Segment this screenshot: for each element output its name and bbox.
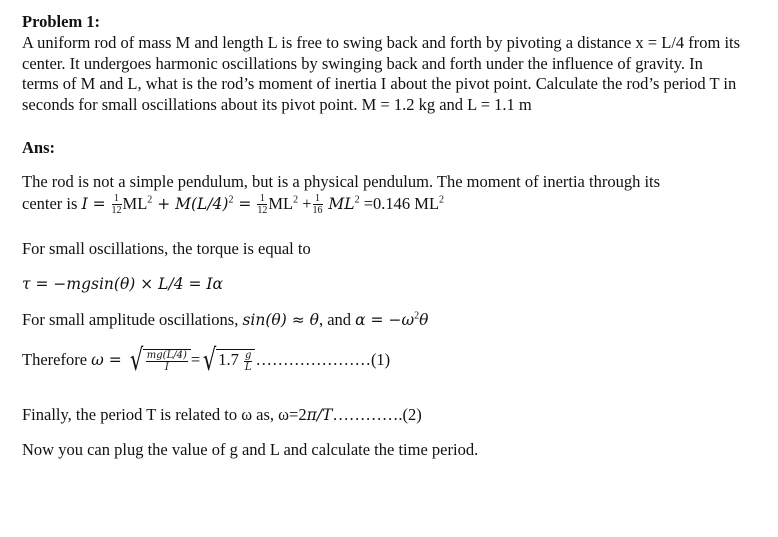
- inertia-line-1: The rod is not a simple pendulum, but is a physical pendulum. The moment of inertia through its: [22, 172, 661, 191]
- fraction-one-twelfth-b: $\frac{1}{12}$: [257, 193, 268, 217]
- inertia-line-2: center is I = $\frac{1}{12}$ $ML^2 + M(L/4)^2$ = $\frac{1}{12}$ $ML^2$ + $\frac{1}{16}$ $ML^2 =0.146$ $ML^2$: [22, 193, 445, 217]
- problem-heading: Problem 1:: [22, 12, 101, 31]
- equation-number-2: ………….(2): [332, 405, 422, 424]
- final-instruction: Now you can plug the value of g and L and calculate the time period.: [22, 440, 479, 459]
- square-root-1: √ $\frac{mg(L/4)}{I}$: [127, 346, 191, 376]
- problem-statement: A uniform rod of mass M and length L is free to swing back and forth by pivoting a distance x = L/4 from its center. It undergoes harmonic oscillations by swinging back and forth under the influence of gravity. In terms of M and L, what is the rod’s moment of inertia I about the pivot point. Calculate the rod’s period T in seconds for small oscillations about its pivot point. M = 1.2 kg and L = 1.1 m: [22, 33, 741, 114]
- omega-equation: Therefore ω = √ $\frac{mg(L/4)}{I}$ =√ 1.7 $\frac{g}{L}$ …………………(1): [22, 343, 391, 378]
- equation-number-1: …………………(1): [255, 349, 391, 369]
- torque-intro: For small oscillations, the torque is equal to: [22, 239, 311, 258]
- angular-acceleration: α = −ω: [355, 311, 415, 329]
- small-angle-approx: sin(θ) ≈ θ: [242, 311, 319, 329]
- torque-equation: τ = −mgsin(θ) × L/4 = Iα: [22, 275, 223, 293]
- answer-label: Ans:: [22, 138, 56, 157]
- inertia-symbol: I: [81, 195, 88, 213]
- moment-of-inertia-paragraph: [22, 171, 757, 216]
- inertia-result: =0.146 ML: [359, 194, 440, 213]
- square-root-2: √ 1.7 $\frac{g}{L}$: [200, 346, 255, 376]
- fraction-one-sixteenth: $\frac{1}{16}$: [312, 193, 323, 217]
- fraction-one-twelfth: $\frac{1}{12}$: [111, 193, 122, 217]
- period-relation: Finally, the period T is related to ω as, ω=2π/T………….(2): [22, 405, 422, 424]
- small-amplitude-line: For small amplitude oscillations, sin(θ) ≈ θ, and $\alpha = -\omega^2\theta$: [22, 310, 429, 329]
